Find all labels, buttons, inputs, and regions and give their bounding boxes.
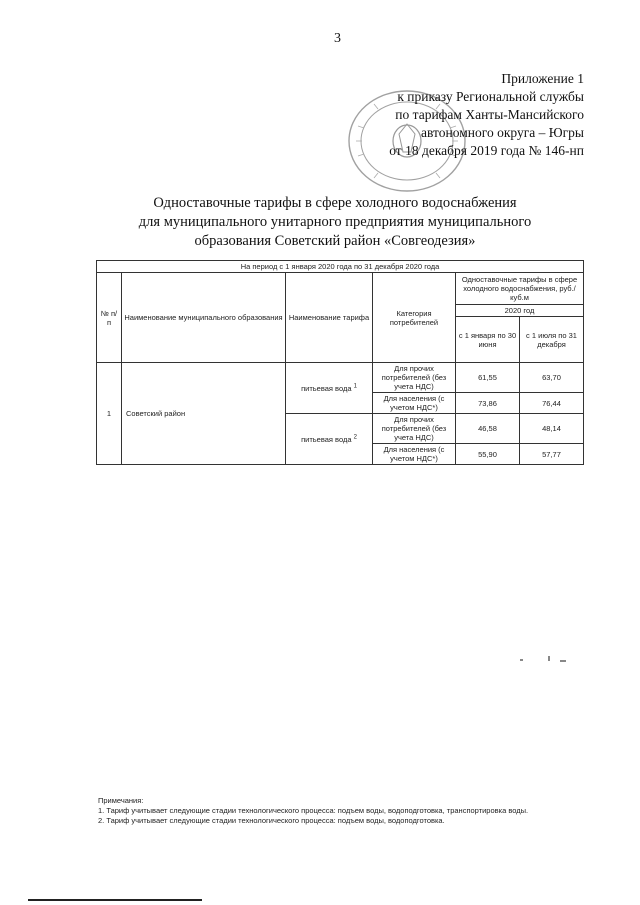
header-year: 2020 год: [456, 305, 584, 317]
appendix-line: к приказу Региональной службы: [397, 89, 584, 104]
tariff-value: 57,77: [520, 444, 584, 465]
tariff-name: питьевая вода: [301, 434, 352, 444]
consumer-category: Для прочих потребителей (без учета НДС): [373, 414, 456, 444]
tariff-note-ref: 2: [353, 434, 357, 440]
tariff-value: 61,55: [456, 363, 520, 393]
scan-artifact: [548, 656, 550, 661]
header-number: № п/п: [97, 273, 122, 363]
page-number: 3: [334, 31, 341, 46]
tariff-value: 63,70: [520, 363, 584, 393]
consumer-category: Для прочих потребителей (без учета НДС): [373, 363, 456, 393]
header-tariff-group: Одноставочные тарифы в сфере холодного водоснабжения, руб./куб.м: [456, 273, 584, 305]
tariff-name-cell: [286, 414, 373, 465]
tariff-value: 73,86: [456, 393, 520, 414]
header-municipality: Наименование муниципального образования: [122, 273, 286, 363]
tariff-value: 46,58: [456, 414, 520, 444]
period-header: На период с 1 января 2020 года по 31 декабря 2020 года: [97, 261, 584, 273]
scan-artifact: [520, 659, 523, 661]
title-line: образования Советский район «Совгеодезия»: [194, 233, 476, 249]
tariff-value: 55,90: [456, 444, 520, 465]
header-second-half: с 1 июля по 31 декабря: [520, 317, 584, 363]
header-tariff-name: Наименование тарифа: [286, 273, 373, 363]
consumer-category: Для населения (с учетом НДС*): [373, 393, 456, 414]
header-consumer-category: Категория потребителей: [373, 273, 456, 363]
appendix-header: [324, 70, 584, 160]
note-item: 2. Тариф учитывает следующие стадии технологического процесса: подъем воды, водоподготовка.: [98, 816, 445, 825]
title-line: Одноставочные тарифы в сфере холодного водоснабжения: [153, 195, 517, 211]
scan-edge-line: [28, 899, 202, 901]
tariff-table: [96, 260, 584, 465]
appendix-line: по тарифам Ханты-Мансийского: [395, 107, 584, 122]
notes-title: Примечания:: [98, 796, 144, 805]
document-title: [100, 194, 570, 251]
consumer-category: Для населения (с учетом НДС*): [373, 444, 456, 465]
notes-block: [98, 796, 598, 826]
tariff-note-ref: 1: [353, 383, 357, 389]
appendix-line: от 18 декабря 2019 года № 146-нп: [389, 143, 584, 158]
tariff-value: 76,44: [520, 393, 584, 414]
scan-artifact: [560, 660, 566, 662]
tariff-name-cell: [286, 363, 373, 414]
table-row: [97, 363, 584, 393]
note-item: 1. Тариф учитывает следующие стадии технологического процесса: подъем воды, водоподготовка, транспортировка воды.: [98, 806, 529, 815]
appendix-line: Приложение 1: [501, 71, 584, 86]
tariff-name: питьевая вода: [301, 383, 352, 393]
row-number: 1: [97, 363, 122, 465]
tariff-value: 48,14: [520, 414, 584, 444]
title-line: для муниципального унитарного предприятия муниципального: [138, 214, 532, 230]
header-first-half: с 1 января по 30 июня: [456, 317, 520, 363]
appendix-line: автономного округа – Югры: [421, 125, 584, 140]
row-municipality: Советский район: [122, 363, 286, 465]
